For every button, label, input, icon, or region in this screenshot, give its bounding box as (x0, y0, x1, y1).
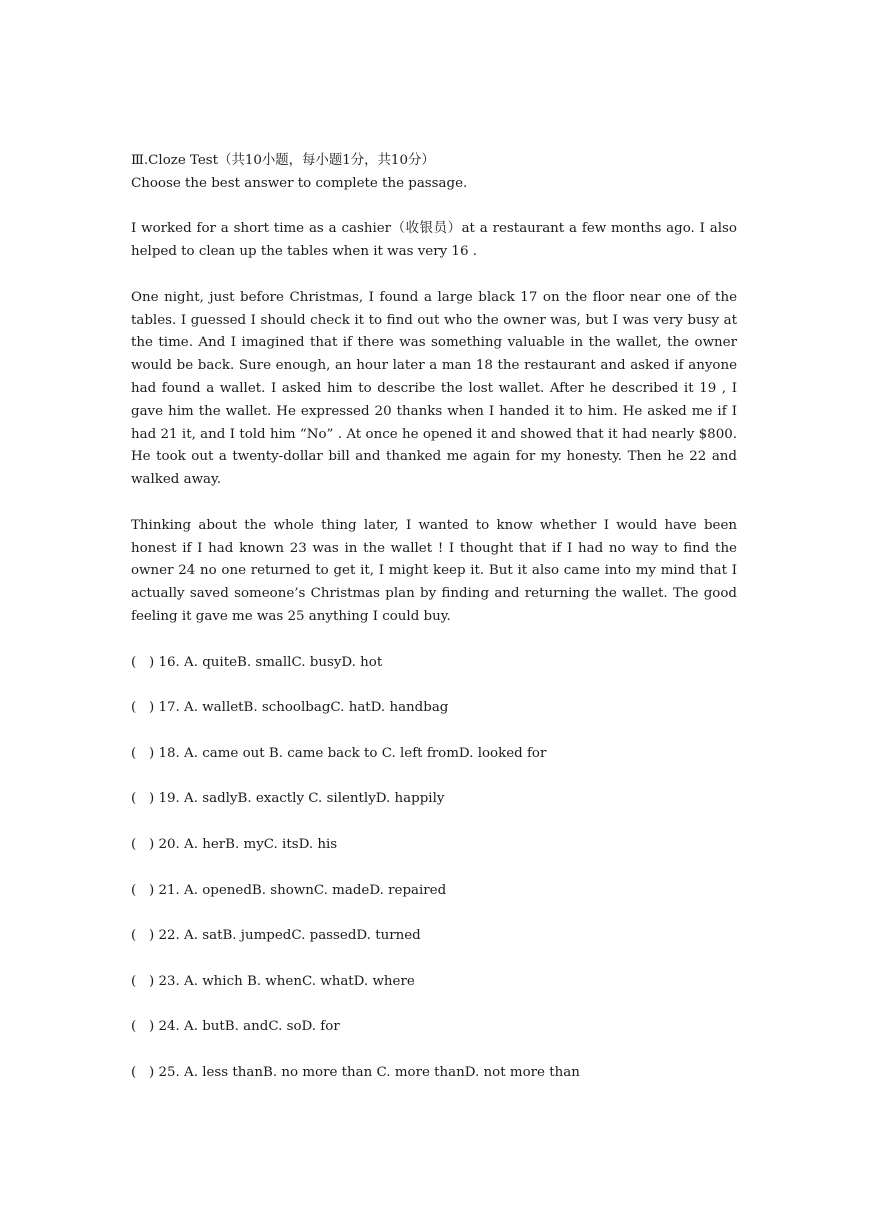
spacer (131, 196, 737, 219)
spacer (131, 264, 737, 287)
question-24: ( ) 24. A. butB. andC. soD. for (131, 1019, 340, 1035)
question-21: ( ) 21. A. openedB. shownC. madeD. repaired (131, 882, 447, 898)
question-20: ( ) 20. A. herB. myC. itsD. his (131, 836, 338, 852)
section-instruction: Choose the best answer to complete the passage. (131, 175, 468, 191)
question-16: ( ) 16. A. quiteB. smallC. busyD. hot (131, 654, 383, 670)
question-19: ( ) 19. A. sadlyB. exactly C. silentlyD. happily (131, 791, 445, 807)
question-list (131, 652, 737, 1085)
question-22: ( ) 22. A. satB. jumpedC. passedD. turned (131, 928, 421, 944)
section-title: Ⅲ.Cloze Test（共10小题，每小题1分，共10分） (131, 153, 435, 168)
passage-paragraph-1: I worked for a short time as a cashier（收银员）at a restaurant a few months ago. I also helped to clean up the tables when it was very 16 . (131, 221, 737, 260)
spacer (131, 492, 737, 515)
question-25: ( ) 25. A. less thanB. no more than C. more thanD. not more than (131, 1064, 580, 1080)
question-23: ( ) 23. A. which B. whenC. whatD. where (131, 973, 415, 989)
cloze-test-section (131, 150, 737, 1107)
passage-paragraph-2: One night, just before Christmas, I found a large black 17 on the floor near one of the tables. I guessed I should check it to find out who the owner was, but I was very busy at the time. And I imagined that if there was something valuable in the wallet, the owner would be back. Sure enough, an hour later a man 18 the restaurant and asked if anyone had found a wallet. I asked him to describe the lost wallet. After he described it 19 , I gave him the wallet. He expressed 20 thanks when I handed it to him. He asked me if I had 21 it, and I told him “No” . At once he opened it and showed that it had nearly $800. He took out a twenty-dollar bill and thanked me again for my honesty. Then he 22 and walked away. (131, 289, 737, 488)
passage-paragraph-3: Thinking about the whole thing later, I wanted to know whether I would have been honest if I had known 23 was in the wallet ! I thought that if I had no way to find the owner 24 no one returned to get it, I might keep it. But it also came into my mind that I actually saved someone’s Christmas plan by finding and returning the wallet. The good feeling it gave me was 25 anything I could buy. (131, 517, 737, 624)
spacer (131, 629, 737, 652)
question-17: ( ) 17. A. walletB. schoolbagC. hatD. handbag (131, 700, 449, 716)
question-18: ( ) 18. A. came out B. came back to C. left fromD. looked for (131, 745, 547, 761)
